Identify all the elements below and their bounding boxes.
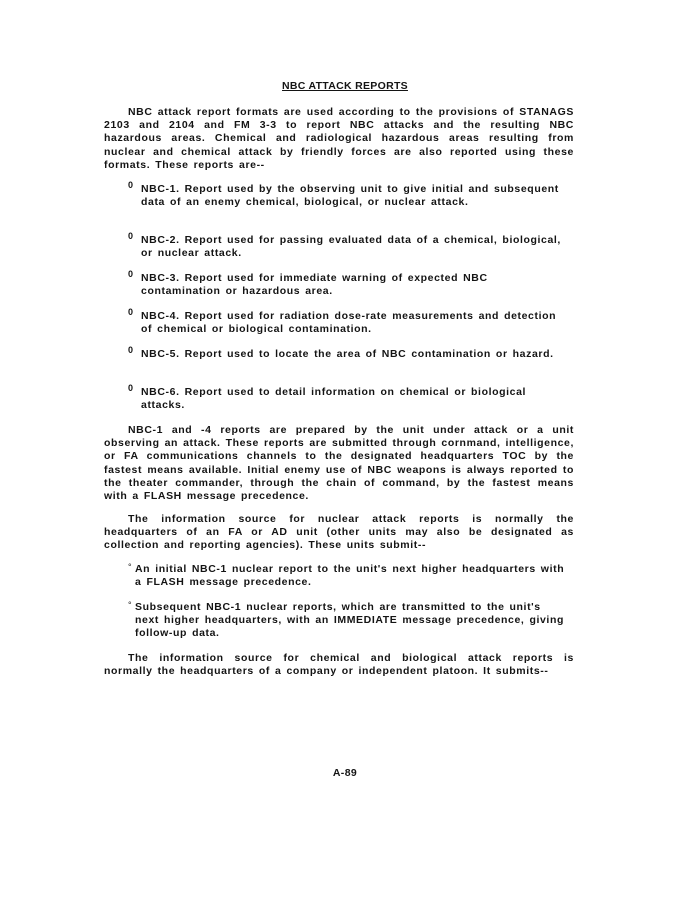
bullet-marker: 0 (128, 269, 134, 279)
report-item-nbc4 (128, 307, 568, 336)
report-item-nbc5 (128, 345, 568, 361)
chemical-source-paragraph: The information source for chemical and biological attack reports is normally the headquarters of a company or independent platoon. It submits-- (104, 652, 574, 678)
page-number: A-89 (332, 767, 358, 779)
bullet-marker: ° (128, 600, 133, 610)
report-item-text: NBC-4. Report used for radiation dose-rate measurements and detection of chemical or biological contamination. (141, 310, 557, 336)
report-item-text: NBC-2. Report used for passing evaluated data of a chemical, biological, or nuclear attack. (141, 234, 561, 260)
report-item-nbc1 (128, 180, 568, 209)
bullet-marker: ° (128, 562, 133, 572)
nuclear-source-paragraph: The information source for nuclear attack reports is normally the headquarters of an FA or AD unit (other units may also be designated as collection and reporting agencies). These units submit-- (104, 513, 574, 552)
report-item-text: NBC-5. Report used to locate the area of NBC contamination or hazard. (141, 348, 554, 360)
report-item-text: NBC-6. Report used to detail information on chemical or biological attacks. (141, 386, 527, 412)
bullet-marker: 0 (128, 231, 134, 241)
bullet-marker: 0 (128, 180, 134, 190)
submission-item-initial (128, 563, 568, 589)
submission-item-text: An initial NBC-1 nuclear report to the unit's next higher headquarters with a FLASH message precedence. (135, 563, 565, 589)
page-title: NBC ATTACK REPORTS (282, 80, 408, 92)
submission-item-text: Subsequent NBC-1 nuclear reports, which are transmitted to the unit's next higher headquarters, with an IMMEDIATE message precedence, giving follow-up data. (135, 601, 564, 640)
bullet-marker: 0 (128, 383, 134, 393)
report-item-nbc6 (128, 383, 568, 412)
report-item-text: NBC-3. Report used for immediate warning of expected NBC contamination or hazardous area. (141, 272, 488, 298)
bullet-marker: 0 (128, 345, 134, 355)
submission-item-subsequent (128, 601, 568, 641)
reports-submission-paragraph: NBC-1 and -4 reports are prepared by the unit under attack or a unit observing an attack. These reports are submitted through cornmand, intelligence, or FA communications channels to the designated headquarters TOC by the fastest means available. Initial enemy use of NBC weapons is always reported to the theater commander, through the chain of command, by the fastest means with a FLASH message precedence. (104, 424, 574, 503)
report-item-text: NBC-1. Report used by the observing unit to give initial and subsequent data of an enemy chemical, biological, or nuclear attack. (141, 183, 559, 209)
report-item-nbc2 (128, 231, 568, 260)
report-item-nbc3 (128, 269, 568, 298)
bullet-marker: 0 (128, 307, 134, 317)
intro-paragraph: NBC attack report formats are used according to the provisions of STANAGS 2103 and 2104 and FM 3-3 to report NBC attacks and the resulting NBC hazardous areas. Chemical and radiological hazardous areas resulting from nuclear and chemical attack by friendly forces are also reported using these formats. These reports are-- (104, 106, 574, 171)
